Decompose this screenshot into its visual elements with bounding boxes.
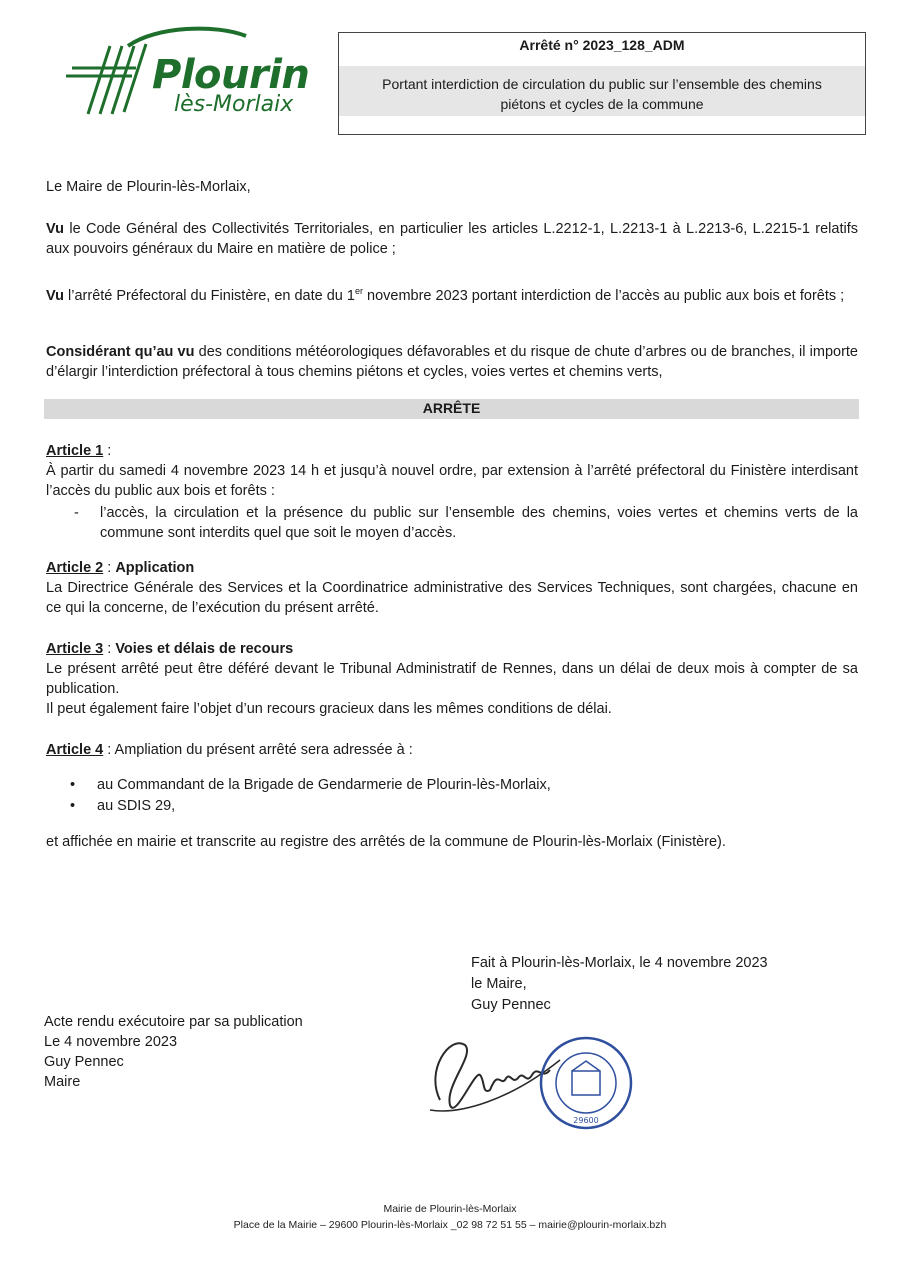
bullet-icon: • bbox=[70, 798, 76, 814]
article-2-text: La Directrice Générale des Services et la Coordinatrice administrative des Services Techniques, sont chargées, chacune en ce qui la concerne, de l’exécution du présent arrêté. bbox=[46, 580, 858, 616]
decree-number: Arrêté n° 2023_128_ADM bbox=[519, 37, 685, 53]
stamp-code: 29600 bbox=[573, 1116, 599, 1125]
decree-subject-line2: piétons et cycles de la commune bbox=[500, 96, 704, 112]
opening-line: Le Maire de Plourin-lès-Morlaix, bbox=[46, 179, 251, 195]
article-1-colon: : bbox=[103, 443, 112, 459]
executory-block bbox=[44, 1012, 303, 1092]
executory-line-2: Le 4 novembre 2023 bbox=[44, 1034, 178, 1050]
executory-line-4: Maire bbox=[44, 1074, 81, 1090]
decree-title-box bbox=[338, 32, 866, 135]
footer-line-1: Mairie de Plourin-lès-Morlaix bbox=[383, 1203, 517, 1215]
article-4-bullet-1: au Commandant de la Brigade de Gendarmerie de Plourin-lès-Morlaix, bbox=[97, 777, 551, 793]
article-3-heading bbox=[46, 639, 858, 659]
article-1-label: Article 1 bbox=[46, 443, 104, 459]
article-1-heading bbox=[46, 441, 858, 461]
article-2-title: Application bbox=[115, 560, 195, 576]
vu-paragraph-2 bbox=[46, 281, 858, 306]
vu-label-1: Vu bbox=[46, 221, 64, 237]
signature-name: Guy Pennec bbox=[471, 997, 551, 1013]
arrete-heading-band bbox=[44, 399, 859, 419]
article-4-closing: et affichée en mairie et transcrite au registre des arrêtés de la commune de Plourin-lès-Morlaix (Finistère). bbox=[46, 834, 726, 850]
bullet-icon: • bbox=[70, 777, 76, 793]
vu-text-2a: l’arrêté Préfectoral du Finistère, en date du 1 bbox=[64, 287, 355, 304]
vu-text-1: le Code Général des Collectivités Territoriales, en particulier les articles L.2212-1, L.2213-1 à L.2213-6, L.2215-1 relatifs aux pouvoirs généraux du Maire en matière de police ; bbox=[46, 221, 858, 257]
arrete-heading: ARRÊTE bbox=[422, 400, 481, 416]
considerant-label: Considérant qu’au vu bbox=[46, 344, 195, 360]
signature-place-date: Fait à Plourin-lès-Morlaix, le 4 novembre 2023 bbox=[471, 955, 768, 971]
footer-line-2: Place de la Mairie – 29600 Plourin-lès-Morlaix _02 98 72 51 55 – mairie@plourin-morlaix.bzh bbox=[233, 1219, 667, 1231]
vu-paragraph-1 bbox=[46, 219, 858, 259]
decree-subject-line1: Portant interdiction de circulation du public sur l’ensemble des chemins bbox=[382, 76, 822, 92]
article-2-sep: : bbox=[103, 560, 116, 576]
vu-text-2b: novembre 2023 portant interdiction de l’accès au public aux bois et forêts ; bbox=[362, 287, 845, 304]
article-3-text-2: Il peut également faire l’objet d’un recours gracieux dans les mêmes conditions de délai. bbox=[46, 701, 612, 717]
commune-logo bbox=[66, 24, 310, 124]
executory-line-1: Acte rendu exécutoire par sa publication bbox=[44, 1014, 303, 1030]
vu-label-2: Vu bbox=[46, 287, 64, 304]
article-3-text-1: Le présent arrêté peut être déféré devant le Tribunal Administratif de Rennes, dans un délai de deux mois à compter de sa publication. bbox=[46, 661, 858, 697]
executory-line-3: Guy Pennec bbox=[44, 1054, 124, 1070]
article-4-label: Article 4 bbox=[46, 742, 104, 758]
article-2-heading bbox=[46, 558, 858, 578]
vu-sup: er bbox=[354, 286, 363, 296]
article-3-title: Voies et délais de recours bbox=[115, 641, 294, 657]
article-3-sep: : bbox=[103, 641, 116, 657]
article-2-label: Article 2 bbox=[46, 560, 104, 576]
article-1-dash: - bbox=[74, 505, 79, 521]
article-4-bullet-2: au SDIS 29, bbox=[97, 798, 176, 814]
signature-block bbox=[471, 953, 768, 1016]
article-1-item: l’accès, la circulation et la présence du public sur l’ensemble des chemins, voies vertes et chemins verts de la commune sont interdits quel que soit le moyen d’accès. bbox=[100, 505, 858, 541]
mairie-stamp-icon bbox=[538, 1035, 634, 1131]
article-1-text: À partir du samedi 4 novembre 2023 14 h et jusqu’à nouvel ordre, par extension à l’arrêté préfectoral du Finistère interdisant l’accès du public aux bois et forêts : bbox=[46, 463, 858, 499]
considerant-text: des conditions météorologiques défavorables et du risque de chute d’arbres ou de branches, il importe d’élargir l’interdiction préfectoral à tous chemins piétons et cycles, voies vertes et chemins verts, bbox=[46, 344, 858, 380]
logo-main-text: Plourin bbox=[152, 52, 310, 98]
logo-sub-text: lès-Morlaix bbox=[174, 92, 294, 117]
article-4-text: : Ampliation du présent arrêté sera adressée à : bbox=[103, 742, 413, 758]
considerant-paragraph bbox=[46, 342, 858, 382]
decree-subject bbox=[349, 74, 855, 114]
signature-role: le Maire, bbox=[471, 976, 527, 992]
article-3-label: Article 3 bbox=[46, 641, 104, 657]
article-4-heading bbox=[46, 740, 858, 760]
